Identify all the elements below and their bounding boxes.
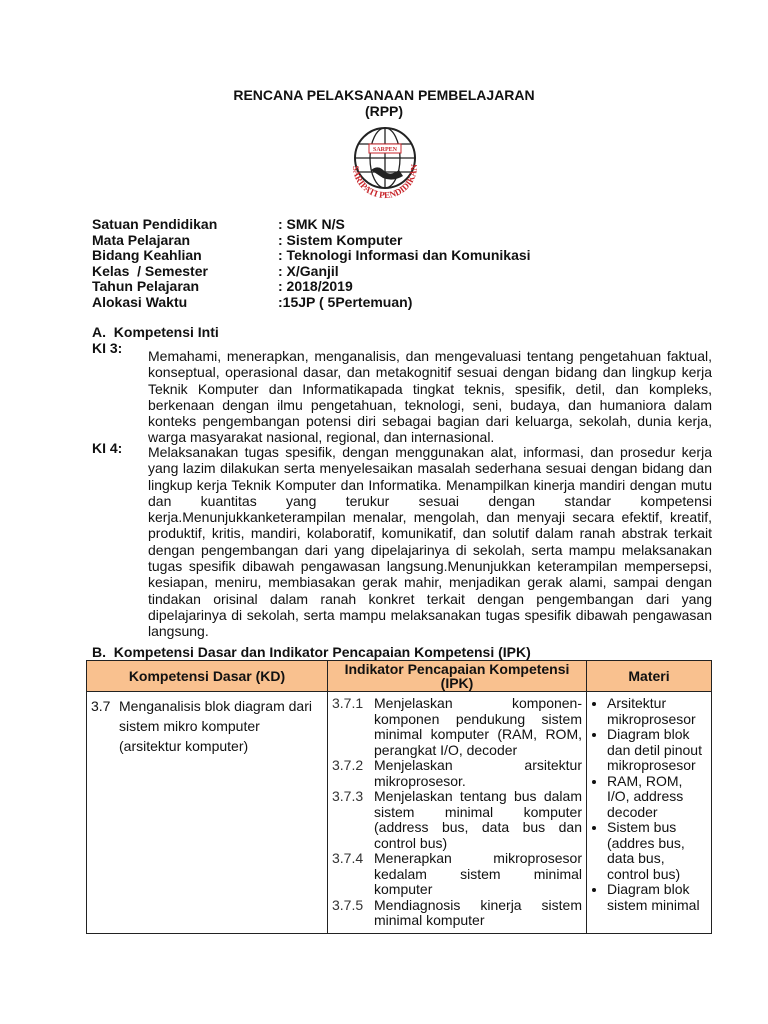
kd-ipk-table [86,660,712,934]
section-b-heading: B. Kompetensi Dasar dan Indikator Pencapaian Kompetensi (IPK) [92,644,531,660]
ki4-text: Melaksanakan tugas spesifik, dengan menggunakan alat, informasi, dan prosedur kerja yang lazim dilakukan serta menyelesaikan masalah sederhana sesuai dengan bidang dan lingkup kerja Teknik Komputer dan Informatika. Menampilkan kinerja mandiri dengan mutu dan kuantitas yang terukur sesuai dengan standar kompetensi kerja.Menunjukkanketerampilan menalar, mengolah, dan menyaji secara efektif, kreatif, produktif, kritis, mandiri, kolaboratif, komunikatif, dan solutif dalam ranah abstrak terkait dengan pengembangan dari yang dipelajarinya di sekolah, serta mampu melaksanakan tugas spesifik dibawah pengawasan langsung.Menunjukkan keterampilan mempersepsi, kesiapan, meniru, membiasakan gerak mahir, menjadikan gerak alami, sampai dengan tindakan orisinal dalam ranah konkret terkait dengan pengembangan dari yang dipelajarinya di sekolah, serta mampu melaksanakan tugas spesifik dibawah pengawasan langsung. [148,444,712,640]
document-subtitle: (RPP) [364,103,404,119]
info-row [92,264,531,280]
info-value: : Teknologi Informasi dan Komunikasi [278,247,531,263]
ipk-item [332,898,582,929]
ipk-number: 3.7.1 [332,695,364,711]
info-label: Satuan Pendidikan [92,216,218,232]
info-label: Kelas / Semester [92,262,208,279]
kd-cell [87,692,328,934]
ki3-label: KI 3: [92,340,123,356]
info-row [92,279,531,295]
ipk-item [332,758,582,789]
info-value: : X/Ganjil [278,262,339,279]
ki4-label: KI 4: [92,440,123,456]
ipk-number: 3.7.5 [332,896,364,913]
ipk-text: Menjelaskan tentang bus dalam sistem minimal komputer (address bus, data bus dan control bus) [374,788,582,851]
info-label: Tahun Pelajaran [92,278,200,294]
svg-text:SARIPATI PENDIDIKAN: SARIPATI PENDIDIKAN [350,163,420,201]
materi-item: • Sistem bus (addres bus, data bus, control bus) [607,820,707,882]
identity-block [92,217,531,310]
column-header-materi: Materi [587,661,712,692]
materi-item: • RAM, ROM, I/O, address decoder [607,774,707,821]
section-a-heading: A. Kompetensi Inti [92,324,219,340]
info-row [92,248,531,264]
column-header-kd: Kompetensi Dasar (KD) [87,661,328,692]
svg-text:SARPEN: SARPEN [372,147,398,153]
column-header-ipk: Indikator Pencapaian Kompetensi (IPK) [328,661,587,692]
ipk-number: 3.7.3 [332,788,364,804]
ipk-item [332,789,582,851]
info-label: Alokasi Waktu [92,293,188,310]
ipk-number: 3.7.4 [332,850,364,866]
info-value: : Sistem Komputer [278,231,403,248]
info-row [92,233,531,249]
materi-cell [587,692,712,934]
table-row [87,692,712,934]
ipk-text: Menerapkan mikroprosesor kedalam sistem minimal komputer [374,850,582,897]
materi-item: • Diagram blok sistem minimal [607,882,707,913]
sarpen-logo [343,120,427,204]
ki3-text: Memahami, menerapkan, menganalisis, dan mengevaluasi tentang pengetahuan faktual, konseptual, operasional dasar, dan metakognitif sesuai dengan bidang dan lingkup kerja Teknik Komputer dan Informatikapada tingkat teknis, spesifik, detil, dan kompleks, berkenaan dengan ilmu pengetahuan, teknologi, seni, budaya, dan humaniora dalam konteks pengembangan potensi diri sebagai bagian dari keluarga, sekolah, dunia kerja, warga masyarakat nasional, regional, dan internasional. [148,348,712,446]
info-value: : 2018/2019 [278,278,353,294]
ipk-item [332,851,582,898]
kd-number: 3.7 [91,698,111,714]
info-label: Bidang Keahlian [92,247,202,263]
info-row [92,217,531,233]
document-title: RENCANA PELAKSANAAN PEMBELAJARAN [233,87,535,103]
info-value: : SMK N/S [278,216,345,232]
materi-item: • Arsitektur mikroprosesor [607,696,707,727]
ipk-text: Menjelaskan komponen-komponen pendukung sistem minimal komputer (RAM, ROM, perangkat I/O, decoder [374,695,582,758]
info-value: :15JP ( 5Pertemuan) [278,293,413,310]
ipk-item [332,696,582,758]
materi-item: • Diagram blok dan detil pinout mikroprosesor [607,727,707,774]
info-label: Mata Pelajaran [92,231,191,248]
ipk-number: 3.7.2 [332,757,364,773]
ipk-text: Mendiagnosis kinerja sistem minimal komputer [374,896,582,928]
ipk-cell [328,692,587,934]
kd-text: Menganalisis blok diagram dari sistem mikro komputer (arsitektur komputer) [119,698,312,754]
ipk-text: Menjelaskan arsitektur mikroprosesor. [374,757,582,789]
info-row [92,295,531,311]
